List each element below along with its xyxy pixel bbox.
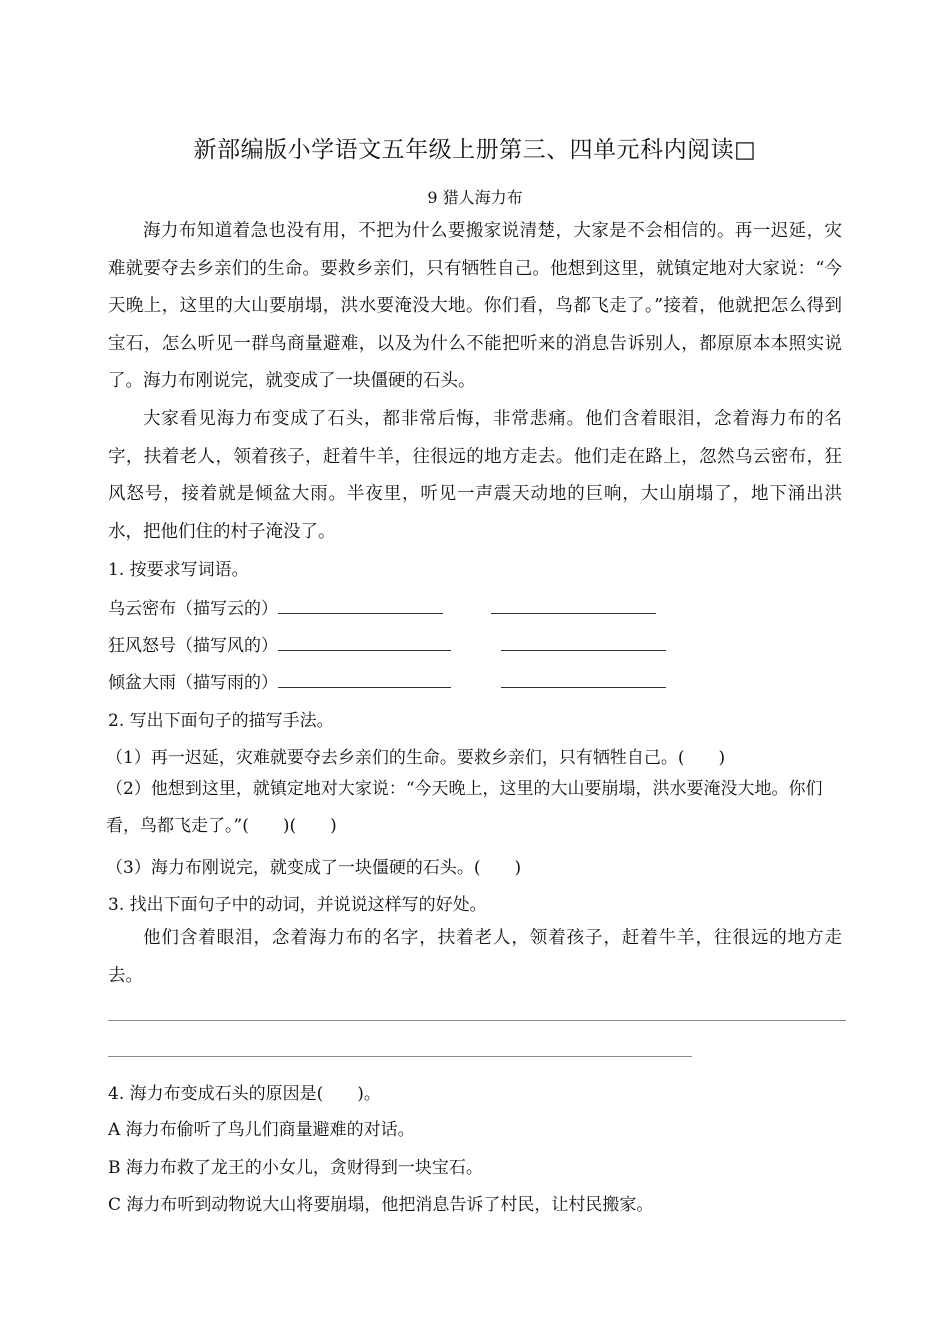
q4-option-c[interactable]: C 海力布听到动物说大山将要崩塌，他把消息告诉了村民，让村民搬家。 <box>108 1195 654 1215</box>
q1-item-rain <box>108 668 666 693</box>
q4-option-b[interactable]: B 海力布救了龙王的小女儿，贪财得到一块宝石。 <box>108 1158 483 1178</box>
q1-item-label: 乌云密布（描写云的） <box>108 599 278 619</box>
page-title: 新部编版小学语文五年级上册第三、四单元科内阅读□ <box>193 137 757 163</box>
answer-blank[interactable] <box>501 634 666 651</box>
q2-item-2: （2）他想到这里，就镇定地对大家说：“今天晚上，这里的大山要崩塌，洪水要淹没大地。你们看，鸟都飞走了。”( )( ) <box>106 779 823 836</box>
answer-blank[interactable] <box>491 597 656 614</box>
q3-prompt: 3. 找出下面句子中的动词，并说说这样写的好处。 <box>108 895 487 915</box>
answer-line[interactable] <box>108 1056 692 1057</box>
passage-paragraph-1: 海力布知道着急也没有用，不把为什么要搬家说清楚，大家是不会相信的。再一迟延，灾难就要夺去乡亲们的生命。要救乡亲们，只有牺牲自己。他想到这里，就镇定地对大家说：“今天晚上，这里的大山要崩塌，洪水要淹没大地。你们看，鸟都飞走了。”接着，他就把怎么得到宝石，怎么听见一群鸟商量避难，以及为什么不能把听来的消息告诉别人，都原原本本照实说了。海力布刚说完，就变成了一块僵硬的石头。 <box>108 221 842 391</box>
q1-item-cloud <box>108 594 656 619</box>
answer-blank[interactable] <box>501 671 666 688</box>
answer-line[interactable] <box>108 1020 846 1021</box>
q1-prompt: 1. 按要求写词语。 <box>108 560 249 580</box>
answer-blank[interactable] <box>278 671 451 688</box>
q4-option-a[interactable]: A 海力布偷听了鸟儿们商量避难的对话。 <box>108 1120 415 1140</box>
passage-paragraph-2: 大家看见海力布变成了石头，都非常后悔，非常悲痛。他们含着眼泪，念着海力布的名字，扶着老人，领着孩子，赶着牛羊，往很远的地方走去。他们走在路上，忽然乌云密布，狂风怒号，接着就是倾盆大雨。半夜里，听见一声震天动地的巨响，大山崩塌了，地下涌出洪水，把他们住的村子淹没了。 <box>108 409 842 542</box>
answer-blank[interactable] <box>278 597 443 614</box>
lesson-subtitle: 9 猎人海力布 <box>427 188 523 207</box>
q2-prompt: 2. 写出下面句子的描写手法。 <box>108 711 334 731</box>
q2-item-1: （1）再一迟延，灾难就要夺去乡亲们的生命。要救乡亲们，只有牺牲自己。( ) <box>106 748 726 768</box>
q1-item-wind <box>108 631 666 656</box>
q1-item-label: 狂风怒号（描写风的） <box>108 636 278 656</box>
q3-sentence: 他们含着眼泪，念着海力布的名字，扶着老人，领着孩子，赶着牛羊，往很远的地方走去。 <box>108 928 842 986</box>
q4-prompt: 4. 海力布变成石头的原因是( )。 <box>108 1084 381 1104</box>
q1-item-label: 倾盆大雨（描写雨的） <box>108 673 278 693</box>
q2-item-3: （3）海力布刚说完，就变成了一块僵硬的石头。( ) <box>106 858 522 878</box>
answer-blank[interactable] <box>278 634 451 651</box>
